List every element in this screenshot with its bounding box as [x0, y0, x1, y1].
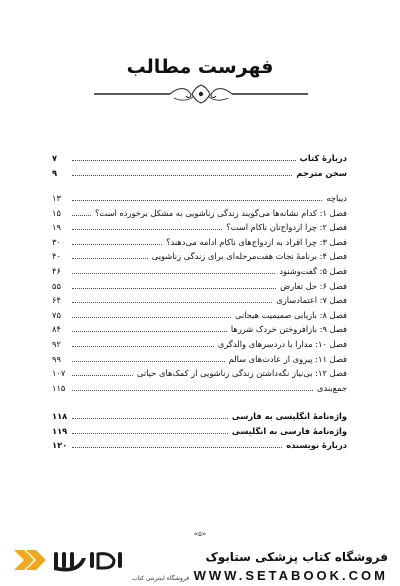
- toc-entry-page: ۶۴: [52, 295, 61, 306]
- dot-leader: [72, 257, 148, 259]
- dot-leader: [72, 174, 292, 176]
- toc-entry: [52, 234, 347, 248]
- toc-entry-page: ۱۵: [52, 207, 61, 218]
- toc-entry-title: فصل ۷: اعتمادسازی: [276, 295, 347, 306]
- dot-leader: [72, 330, 227, 332]
- dot-leader: [72, 301, 272, 303]
- dot-leader: [72, 432, 228, 434]
- dot-leader: [72, 316, 231, 318]
- toc-entry-page: ۹۹: [52, 353, 61, 364]
- toc-entry-page: ۵۵: [52, 280, 61, 291]
- toc-entry: [52, 292, 347, 306]
- toc-entry-page: ۱۳: [52, 193, 61, 203]
- dot-leader: [72, 199, 322, 201]
- toc-entry: [52, 248, 347, 262]
- toc-entry-title: واژه‌نامۀ فارسی به انگلیسی: [231, 425, 347, 436]
- dot-leader: [72, 272, 275, 274]
- toc-entry-page: ۱۹: [52, 222, 61, 233]
- toc-entry-title: فصل ۶: حل تعارض: [280, 280, 347, 291]
- toc-entry-title: فصل ۹: بازافروختن خردک شررها: [230, 324, 347, 335]
- toc-entry-title: فصل ۱۰: مدارا با دردسرهای والدگری: [217, 339, 347, 349]
- dot-leader: [72, 159, 296, 161]
- toc-entry-title: فصل ۳: چرا افراد به ازدواج‌های ناکام ادامه می‌دهند؟: [166, 236, 347, 247]
- toc-entry-page: ۷: [52, 153, 58, 163]
- toc-entry: [52, 365, 347, 379]
- toc-entry: [52, 150, 347, 164]
- dot-leader: [72, 287, 276, 289]
- title-ornament: [94, 84, 308, 104]
- toc-entry: [52, 165, 347, 179]
- dot-leader: [72, 360, 225, 362]
- toc-entry: [52, 408, 347, 422]
- toc-entry: [52, 190, 347, 204]
- toc-entry-page: ۱۱۵: [52, 382, 66, 393]
- setabook-logo-icon: [10, 546, 190, 584]
- toc-entry-title: فصل ۲: چرا ازدواج‌تان ناکام است؟: [226, 222, 347, 233]
- toc-entry-title: فصل ۴: برنامۀ نجات هفت‌مرحله‌ای برای زندگی زناشویی: [151, 251, 347, 262]
- dot-leader: [72, 389, 313, 391]
- toc-entry-title: فصل ۱: کدام نشانه‌ها می‌گویند زندگی زناشویی به مشکل برخورده است؟: [95, 207, 347, 218]
- toc-entry-page: ۳۰: [52, 236, 61, 247]
- toc-entry-title: جمع‌بندی: [316, 382, 347, 393]
- store-footer: [0, 540, 400, 586]
- toc-entry-page: ۱۱۹: [52, 425, 68, 436]
- dot-leader: [72, 446, 282, 448]
- toc-entry-page: ۴۰: [52, 251, 61, 262]
- toc-entry: [52, 278, 347, 292]
- toc-entry-page: ۷۵: [52, 309, 61, 320]
- toc-entry: [52, 437, 347, 451]
- toc-entry: [52, 351, 347, 365]
- toc-entry-page: ۴۶: [52, 266, 61, 276]
- toc-entry-title: دربارۀ کتاب: [299, 153, 347, 163]
- toc-entry: [52, 336, 347, 350]
- dot-leader: [72, 345, 214, 347]
- toc-entry-title: فصل ۱۲: بی‌نیاز نگه‌داشتن زندگی زناشویی از کمک‌های حیاتی: [136, 368, 347, 379]
- store-url: WWW.SETABOOK.COM: [193, 568, 388, 583]
- toc-entry-page: ۱۰۷: [52, 368, 66, 379]
- svg-text:فروشگاه اینترنتی کتاب: فروشگاه اینترنتی کتاب: [132, 575, 190, 582]
- store-name: فروشگاه کتاب پزشکی ستابوک: [205, 550, 388, 564]
- toc-entry-page: ۹۲: [52, 339, 61, 349]
- toc-entry-page: ۹: [52, 167, 58, 178]
- toc-entry: [52, 380, 347, 394]
- toc-entry-title: سخن مترجم: [296, 167, 347, 178]
- dot-leader: [72, 228, 222, 230]
- toc-entry-title: فصل ۵: گفت‌وشنود: [279, 266, 347, 276]
- toc-entry-title: واژه‌نامۀ انگلیسی به فارسی: [231, 411, 347, 421]
- dot-leader: [72, 214, 91, 216]
- toc-entry-page: ۱۱۸: [52, 411, 68, 421]
- page-title: فهرست مطالب: [126, 56, 274, 78]
- toc-entry-title: دربارۀ نویسنده: [286, 440, 347, 450]
- page-number: «۵»: [193, 530, 207, 538]
- toc-entry: [52, 321, 347, 335]
- toc-entry-page: ۱۲۰: [52, 440, 68, 450]
- toc-entry: [52, 219, 347, 233]
- toc-entry: [52, 263, 347, 277]
- toc-entry-title: دیباچه: [326, 193, 347, 203]
- toc-entry-title: فصل ۱۱: پیروی از عادت‌های سالم: [228, 353, 347, 364]
- toc-entry-title: فصل ۸: بازیابی صمیمیت هیجانی: [235, 309, 347, 320]
- toc-entry: [52, 307, 347, 321]
- dot-leader: [72, 374, 133, 376]
- toc-entry: [52, 205, 347, 219]
- dot-leader: [72, 243, 162, 245]
- toc-entry-page: ۸۴: [52, 324, 61, 335]
- toc-entry: [52, 423, 347, 437]
- dot-leader: [72, 417, 228, 419]
